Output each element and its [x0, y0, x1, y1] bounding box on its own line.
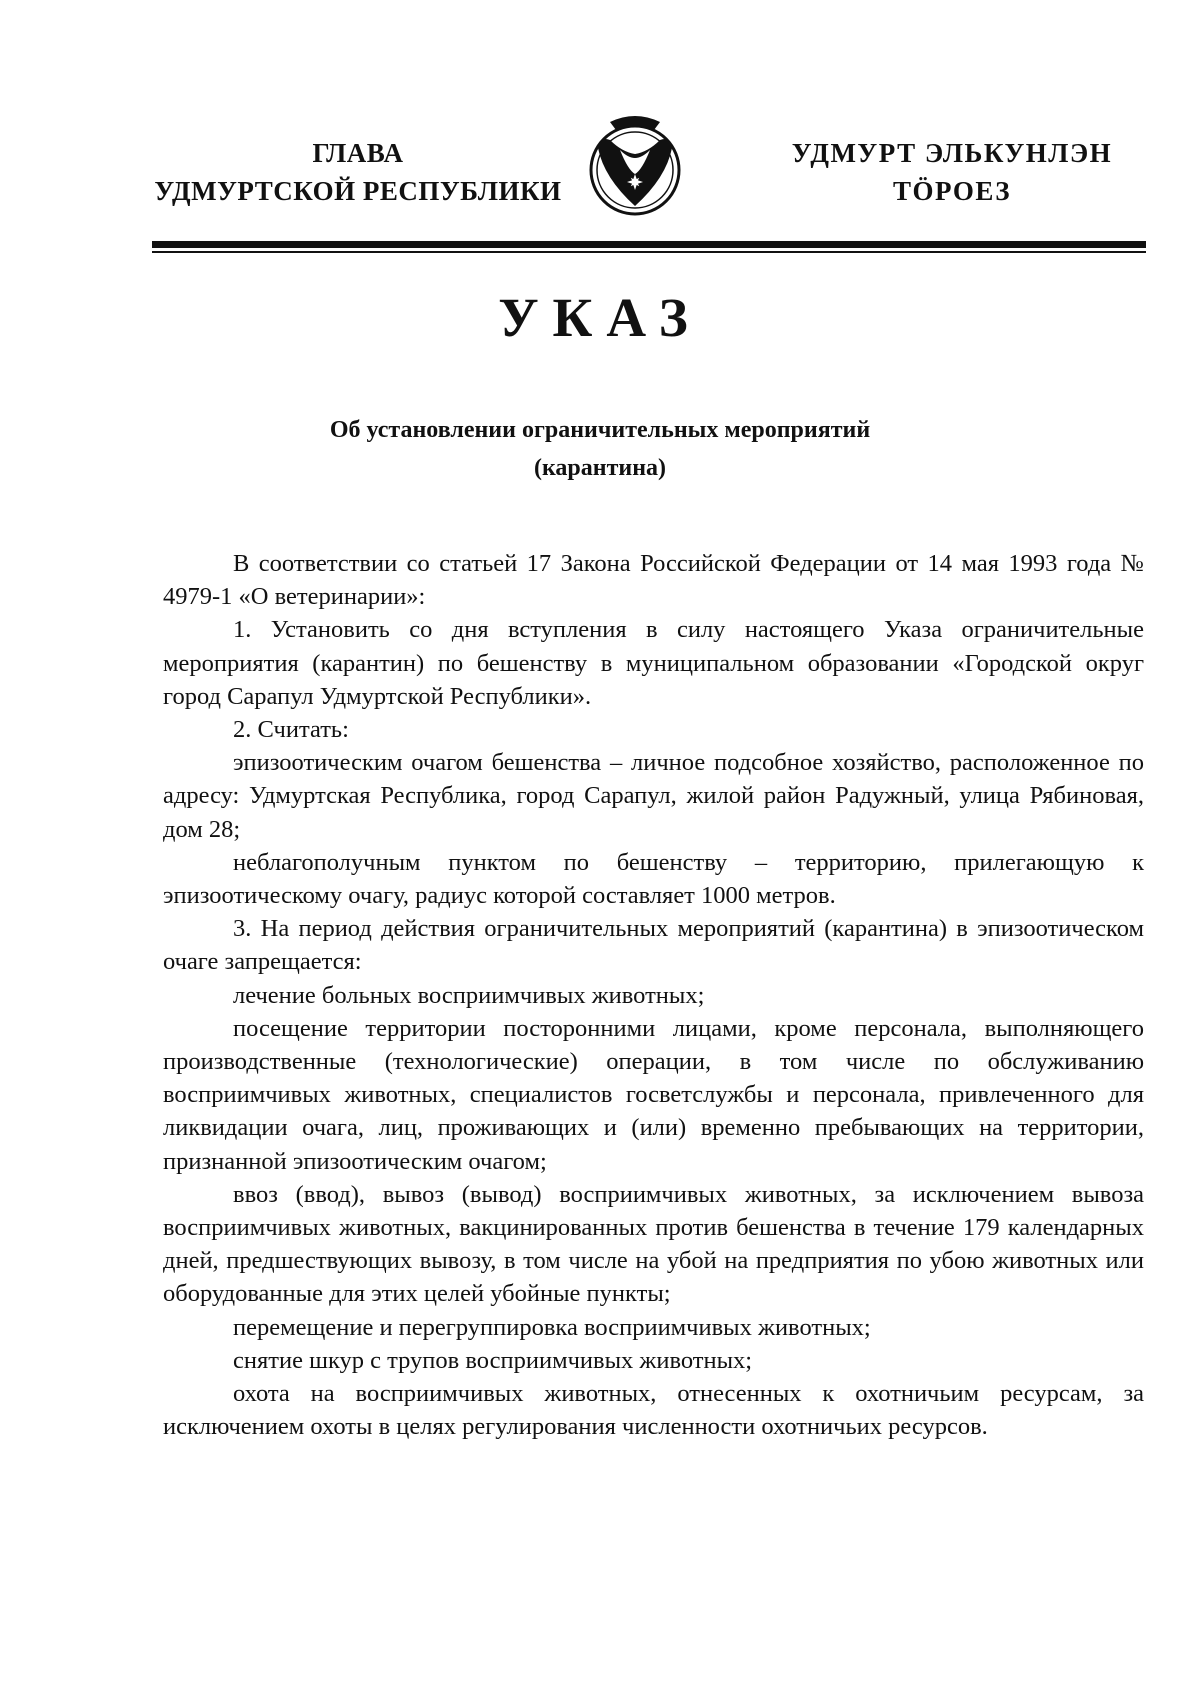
document-title: [250, 411, 950, 487]
paragraph-item-3-treatment: лечение больных восприимчивых животных;: [233, 981, 705, 1009]
header-right-authority: [742, 134, 1162, 210]
udmurt-coat-of-arms-icon: [580, 108, 690, 223]
paragraph-item-3-regrouping: перемещение и перегруппировка восприимчивых животных;: [233, 1313, 871, 1341]
document-body: [163, 547, 1144, 1443]
header-divider-thick: [152, 241, 1146, 248]
document-title-line2: (карантина): [533, 455, 667, 481]
paragraph-item-3-transport: ввоз (ввод), вывоз (вывод) восприимчивых животных, за исключением вывоза восприимчивых животных, вакцинированных против бешенства в течение 179 календарных дней, предшествующих вывозу, в том числе на убой на предприятия по убою животных или оборудованные для этих целей убойные пункты;: [163, 1180, 1144, 1308]
header-right-line1: УДМУРТ ЭЛЬКУНЛЭН: [791, 138, 1113, 168]
document-type: УКАЗ: [498, 287, 702, 348]
header-left-line1: ГЛАВА: [312, 138, 404, 168]
header-divider-thin: [152, 251, 1146, 253]
paragraph-item-2: 2. Считать:: [233, 716, 349, 744]
paragraph-item-1: 1. Установить со дня вступления в силу настоящего Указа ограничительные мероприятия (карантин) по бешенству в муниципальном образовании «Городской округ город Сарапул Удмуртской Республики».: [163, 616, 1144, 710]
header-left-line2: УДМУРТСКОЙ РЕСПУБЛИКИ: [154, 176, 562, 206]
paragraph-item-3-visits: посещение территории посторонними лицами, кроме персонала, выполняющего производственные (технологические) операции, в том числе по обслуживанию восприимчивых животных, специалистов госветслужбы и персонала, привлеченного для ликвидации очага, лиц, проживающих и (или) временно пребывающих на территории, признанной эпизоотическим очагом;: [163, 1014, 1144, 1175]
paragraph-preamble: В соответствии со статьей 17 Закона Российской Федерации от 14 мая 1993 года № 4979-1 «О ветеринарии»:: [163, 550, 1144, 611]
paragraph-item-3-hunting: охота на восприимчивых животных, отнесенных к охотничьим ресурсам, за исключением охоты в целях регулирования численности охотничьих ресурсов.: [163, 1380, 1144, 1441]
document-title-line1: Об установлении ограничительных мероприятий: [329, 417, 871, 443]
paragraph-item-2-zone: неблагополучным пунктом по бешенству – территорию, прилегающую к эпизоотическому очагу, радиус которой составляет 1000 метров.: [163, 848, 1144, 910]
paragraph-item-3-skins: снятие шкур с трупов восприимчивых животных;: [233, 1346, 753, 1374]
paragraph-item-3: 3. На период действия ограничительных мероприятий (карантина) в эпизоотическом очаге запрещается:: [163, 915, 1144, 976]
header-right-line2: ТӦРОЕЗ: [893, 176, 1011, 206]
paragraph-item-2-focus: эпизоотическим очагом бешенства – личное подсобное хозяйство, расположенное по адресу: Удмуртская Республика, город Сарапул, жилой район Радужный, улица Рябиновая, дом 28;: [163, 749, 1144, 843]
header-left-authority: [148, 134, 568, 210]
